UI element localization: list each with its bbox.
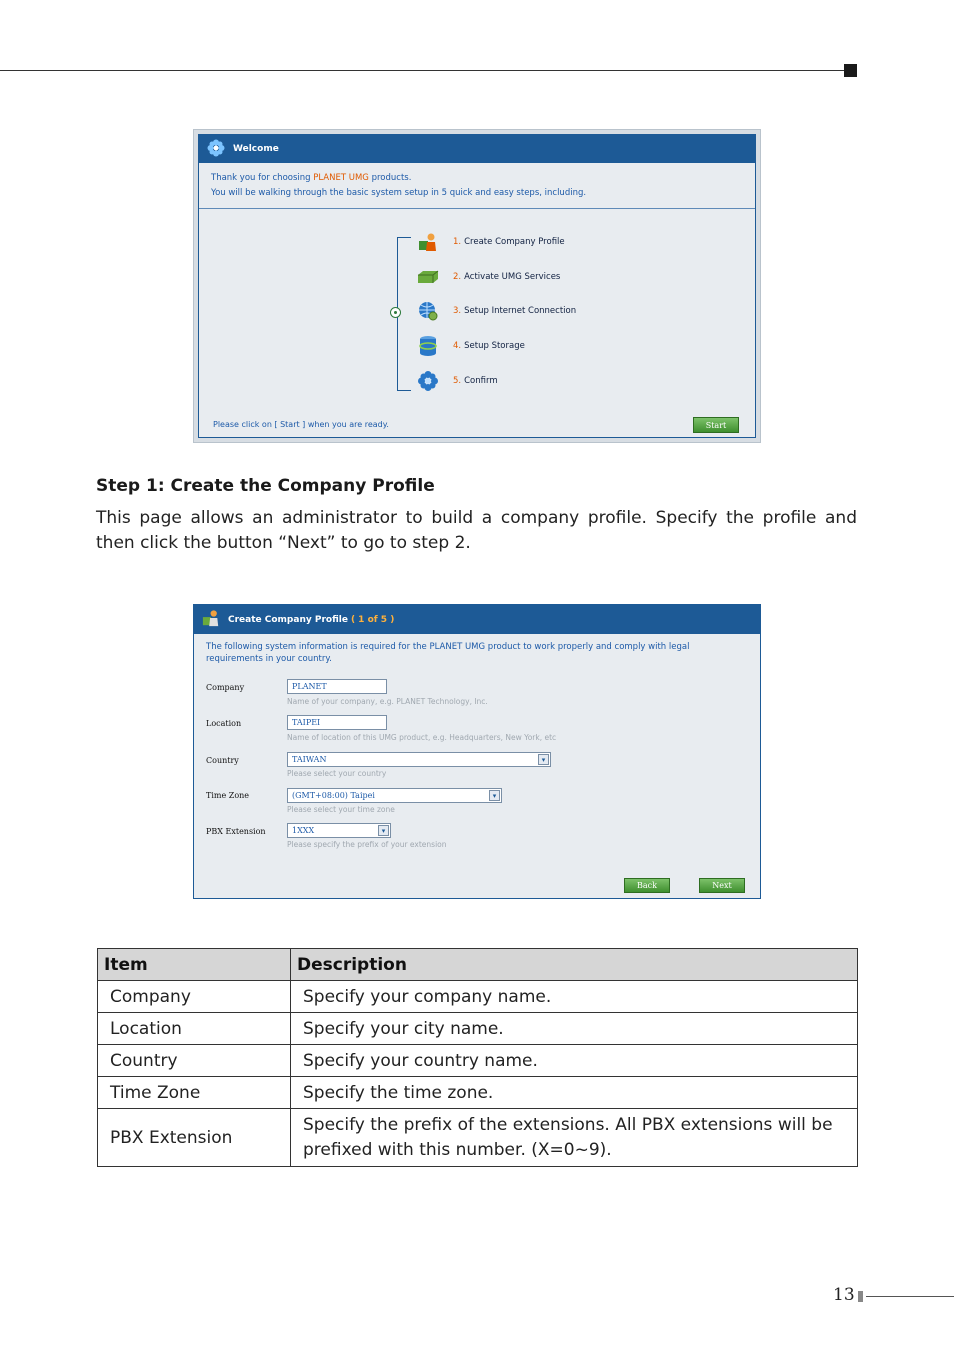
country-label: Country bbox=[206, 756, 239, 765]
setup-step-3 bbox=[417, 300, 576, 322]
timezone-hint: Please select your time zone bbox=[287, 805, 395, 814]
top-rule-marker bbox=[844, 64, 857, 77]
location-input[interactable]: TAIPEI bbox=[287, 715, 387, 730]
step-number: 2. bbox=[453, 272, 462, 282]
welcome-intro bbox=[199, 163, 755, 209]
item-cell: Location bbox=[98, 1013, 291, 1045]
pbx-label: PBX Extension bbox=[206, 827, 266, 836]
table-row bbox=[98, 1045, 858, 1077]
welcome-screenshot bbox=[193, 129, 761, 443]
table-header-row bbox=[98, 949, 858, 981]
profile-screenshot bbox=[193, 604, 761, 899]
back-button[interactable]: Back bbox=[624, 878, 670, 893]
table-row bbox=[98, 1013, 858, 1045]
chevron-down-icon[interactable]: ▾ bbox=[538, 754, 549, 765]
profile-title: Create Company Profile bbox=[228, 614, 348, 625]
chevron-down-icon[interactable]: ▾ bbox=[378, 825, 389, 836]
step-label: Confirm bbox=[464, 376, 498, 386]
country-value: TAIWAN bbox=[292, 755, 327, 764]
timezone-label: Time Zone bbox=[206, 791, 250, 800]
step-description: This page allows an administrator to build a company profile. Specify the profile and then click the button “Next” to go to step 2. bbox=[96, 508, 857, 553]
step-label: Activate UMG Services bbox=[464, 272, 561, 282]
step-title: Step 1: Create the Company Profile bbox=[96, 476, 435, 496]
welcome-title: Welcome bbox=[233, 144, 279, 154]
step-number: 3. bbox=[453, 306, 462, 316]
profile-intro: The following system information is required for the PLANET UMG product to work properly and comply with legal requirements in your country. bbox=[206, 642, 690, 664]
welcome-panel bbox=[198, 134, 756, 438]
country-select[interactable] bbox=[287, 752, 551, 767]
table-row bbox=[98, 981, 858, 1013]
item-cell: PBX Extension bbox=[98, 1109, 291, 1167]
brand-text: PLANET UMG bbox=[313, 173, 369, 183]
company-input[interactable]: PLANET bbox=[287, 679, 387, 694]
item-cell: Company bbox=[98, 981, 291, 1013]
step-label: Create Company Profile bbox=[464, 237, 565, 247]
location-hint: Name of location of this UMG product, e.g. Headquarters, New York, etc bbox=[287, 733, 557, 742]
page-number-marker bbox=[858, 1291, 863, 1302]
setup-step-1 bbox=[417, 231, 565, 253]
step-number: 1. bbox=[453, 237, 462, 247]
current-step-indicator-icon bbox=[390, 307, 401, 318]
item-cell: Country bbox=[98, 1045, 291, 1077]
step-label: Setup Storage bbox=[464, 341, 525, 351]
intro-line2: You will be walking through the basic system setup in 5 quick and easy steps, including. bbox=[211, 188, 587, 198]
intro-text-suffix: products. bbox=[368, 173, 412, 183]
profile-header bbox=[194, 605, 760, 634]
page-number: 13 bbox=[833, 1285, 855, 1305]
company-hint: Name of your company, e.g. PLANET Technology, Inc. bbox=[287, 697, 488, 706]
pbx-value: 1XXX bbox=[292, 826, 315, 835]
step-counter: ( 1 of 5 ) bbox=[350, 614, 395, 625]
welcome-header bbox=[199, 135, 755, 163]
company-label: Company bbox=[206, 683, 245, 692]
header-description: Description bbox=[291, 949, 858, 981]
description-cell: Specify your city name. bbox=[291, 1013, 858, 1045]
start-button[interactable]: Start bbox=[693, 417, 739, 433]
setup-step-2 bbox=[417, 266, 560, 288]
device-icon bbox=[417, 266, 439, 288]
item-cell: Time Zone bbox=[98, 1077, 291, 1109]
setup-step-5 bbox=[417, 370, 498, 392]
table-row bbox=[98, 1109, 858, 1167]
location-label: Location bbox=[206, 719, 242, 728]
step-label: Setup Internet Connection bbox=[464, 306, 577, 316]
globe-gear-icon bbox=[417, 300, 439, 322]
step-number: 5. bbox=[453, 376, 462, 386]
company-profile-icon bbox=[417, 231, 439, 253]
header-item: Item bbox=[98, 949, 291, 981]
description-cell: Specify the time zone. bbox=[291, 1077, 858, 1109]
company-profile-icon bbox=[202, 609, 220, 630]
table-row bbox=[98, 1077, 858, 1109]
timezone-select[interactable] bbox=[287, 788, 502, 803]
step-number: 4. bbox=[453, 341, 462, 351]
next-button[interactable]: Next bbox=[699, 878, 745, 893]
start-instruction: Please click on [ Start ] when you are ready. bbox=[213, 420, 389, 429]
flower-logo-icon bbox=[207, 139, 225, 160]
setup-step-4 bbox=[417, 335, 525, 357]
flower-icon bbox=[417, 370, 439, 392]
pbx-select[interactable] bbox=[287, 823, 391, 838]
description-table bbox=[97, 948, 858, 1167]
database-icon bbox=[417, 335, 439, 357]
intro-text: Thank you for choosing bbox=[211, 173, 314, 183]
description-cell: Specify your company name. bbox=[291, 981, 858, 1013]
description-cell: Specify your country name. bbox=[291, 1045, 858, 1077]
pbx-hint: Please specify the prefix of your extension bbox=[287, 840, 447, 849]
chevron-down-icon[interactable]: ▾ bbox=[489, 790, 500, 801]
country-hint: Please select your country bbox=[287, 769, 387, 778]
top-rule bbox=[0, 70, 846, 71]
bottom-rule bbox=[866, 1296, 954, 1297]
timezone-value: (GMT+08:00) Taipei bbox=[292, 791, 375, 800]
description-cell: Specify the prefix of the extensions. All PBX extensions will be prefixed with this number. (X=0~9). bbox=[291, 1109, 858, 1167]
